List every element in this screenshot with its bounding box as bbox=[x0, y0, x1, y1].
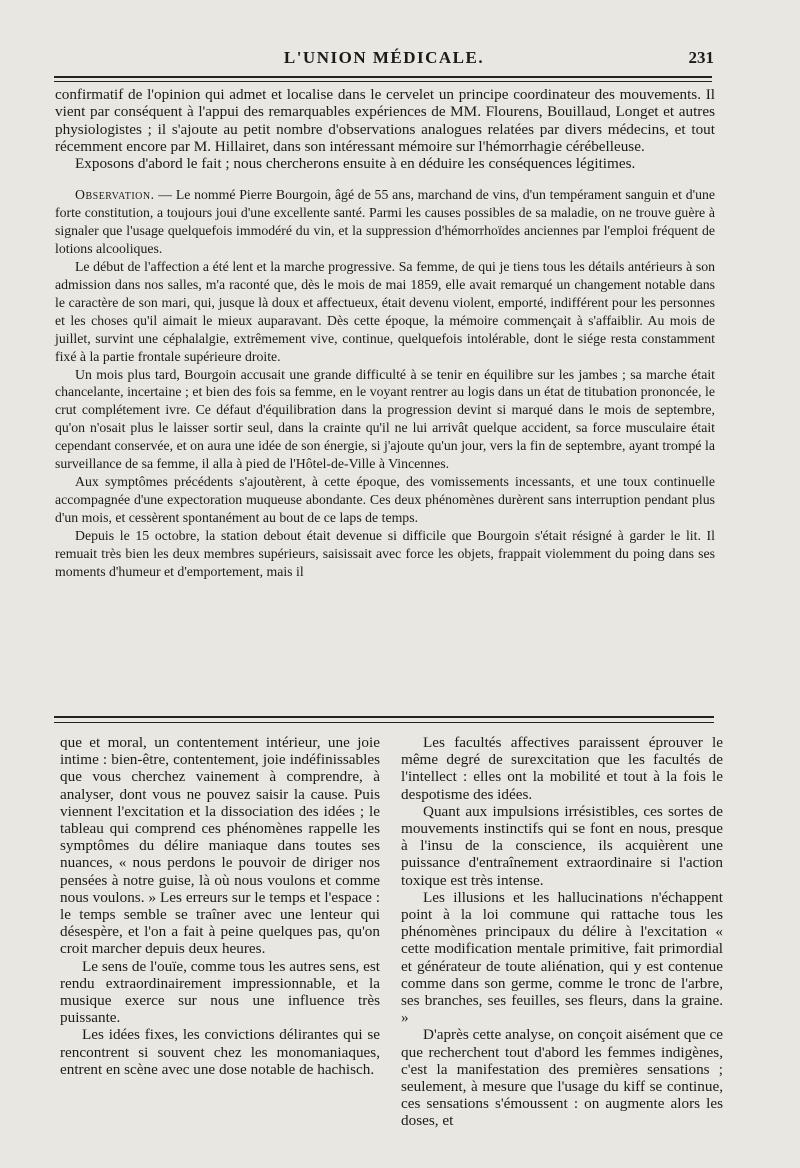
intro-paragraph-2: Exposons d'abord le fait ; nous chercherons ensuite à en déduire les conséquences légitimes. bbox=[75, 155, 636, 173]
header-rule bbox=[54, 76, 712, 82]
observation-paragraph-2: Le début de l'affection a été lent et la marche progressive. Sa femme, de qui je tiens tous les détails antérieurs à son admission dans nos salles, m'a raconté que, dès le mois de mai 1859, elle avait remarqué un changement notable dans le caractère de son mari, qui, jusque là doux et affectueux, était devenu violent, emporté, indifférent pour les personnes et les choses qu'il aimait le mieux auparavant. Dès cette époque, la mémoire commençait à s'affaiblir. Au mois de juillet, survint une céphalalgie, extrêmement vive, continue, quelquefois intolérable, dont le siége resta constamment fixé à la partie frontale supérieure droite. bbox=[55, 259, 715, 364]
page-number: 231 bbox=[688, 48, 714, 67]
right-paragraph-1: Les facultés affectives paraissent éprouver le même degré de surexcitation que les facultés de l'intellect : elles ont la mobilité et tout à la fois le despotisme des idées. bbox=[401, 734, 723, 803]
observation-paragraph-4: Aux symptômes précédents s'ajoutèrent, à cette époque, des vomissements incessants, et une toux continuelle accompagnée d'une expectoration muqueuse abondante. Ces deux phénomènes durèrent sans interruption pendant plus d'un mois, et cessèrent spontanément au bout de ce laps de temps. bbox=[55, 473, 715, 525]
left-column bbox=[60, 734, 380, 1078]
running-title: L'UNION MÉDICALE. bbox=[283, 48, 485, 67]
section-divider bbox=[54, 716, 714, 723]
left-paragraph-1: que et moral, un contentement intérieur, une joie intime : bien-être, contentement, joie indéfinissables que vous cherchez vainement à comprendre, à analyser, dont vous ne pouvez saisir la cause. Puis viennent l'excitation et la dissociation des idées ; le tableau qui comprend ces phénomènes rappelle les symptômes du délire maniaque dans toutes ses nuances, « nous perdons le pouvoir de diriger nos pensées à notre guise, là où nous voulons et comme nous voulons. » Les erreurs sur le temps et l'espace : le temps semble se traîner avec une lenteur qui désespère, et l'on a fait à peine quelques pas, qu'on croit marcher depuis deux heures. bbox=[60, 734, 380, 958]
observation-paragraph-1 bbox=[55, 186, 715, 258]
right-paragraph-2: Quant aux impulsions irrésistibles, ces sortes de mouvements instinctifs qui se font en nous, presque à l'insu de la conscience, ils acquièrent une puissance d'entraînement extraordinaire si l'action toxique est très intense. bbox=[401, 802, 723, 889]
right-paragraph-4: D'après cette analyse, on conçoit aisément que ce que recherchent tout d'abord les femmes indigènes, c'est la manifestation des premières sensations ; seulement, à mesure que l'usage du kiff se continue, ces sensations s'émoussent : on augmente alors les doses, et bbox=[401, 1026, 723, 1130]
observation-label: Observation. bbox=[75, 187, 155, 203]
observation-paragraph-5: Depuis le 15 octobre, la station debout était devenue si difficile que Bourgoin s'était résigné à garder le lit. Il remuait très bien les deux membres supérieurs, saisissait avec force les objets, frappait violemment du poing dans ses moments d'humeur et d'emportement, mais il bbox=[55, 527, 715, 579]
observation-section bbox=[55, 186, 715, 580]
main-text-block bbox=[55, 86, 715, 580]
page-header bbox=[54, 46, 714, 74]
observation-paragraph-3: Un mois plus tard, Bourgoin accusait une grande difficulté à se tenir en équilibre sur les jambes ; sa marche était chancelante, incertaine ; et bien des fois sa femme, en le voyant rentrer au logis dans un état de titubation prononcée, le crut complétement ivre. Ce défaut d'équilibration dans la progression devint si marqué dans le mois de septembre, qu'on n'osait plus le laisser sortir seul, dans la crainte qu'il ne lui arrivât quelque accident, sa force musculaire était cependant conservée, et on aura une idée de son énergie, si j'ajoute qu'un jour, vers la fin de septembre, ayant trompé la surveillance de sa femme, il alla à pied de l'Hôtel-de-Ville à Vincennes. bbox=[55, 366, 715, 472]
left-paragraph-3: Les idées fixes, les convictions délirantes qui se rencontrent si souvent chez les monomaniaques, entrent en scène avec une dose notable de hachisch. bbox=[60, 1026, 380, 1078]
left-paragraph-2: Le sens de l'ouïe, comme tous les autres sens, est rendu extraordinairement impressionnable, et la musique exerce sur nous une influence très puissante. bbox=[60, 957, 380, 1027]
right-paragraph-3: Les illusions et les hallucinations n'échappent point à la loi commune qui rattache tous les phénomènes principaux du délire à l'excitation « cette modification mentale primitive, fait primordial et générateur de toute aliénation, qui y est contenue comme dans son germe, comme le tronc de l'arbre, ses branches, ses feuilles, ses fleurs, dans la graine. » bbox=[401, 888, 723, 1027]
intro-paragraph-1: confirmatif de l'opinion qui admet et localise dans le cervelet un principe coordinateur des mouvements. Il vient par conséquent à l'appui des remarquables expériences de MM. Flourens, Bouillaud, Longet et autres physiologistes ; il s'ajoute au petit nombre d'observations analogues relatées par divers médecins, et tout récemment encore par M. Hillairet, dans son intéressant mémoire sur l'hémorrhagie cérébelleuse. bbox=[55, 86, 715, 155]
observation-text-1: — Le nommé Pierre Bourgoin, âgé de 55 ans, marchand de vins, d'un tempérament sanguin et d'une forte constitution, a toujours joui d'une excellente santé. Parmi les causes possibles de sa maladie, on ne trouve guère à signaler que l'usage quelquefois immodéré du vin, et la suppression d'hémorrhoïdes anciennes par l'emploi fréquent de lotions alcooliques. bbox=[55, 187, 715, 257]
right-column bbox=[401, 734, 723, 1130]
